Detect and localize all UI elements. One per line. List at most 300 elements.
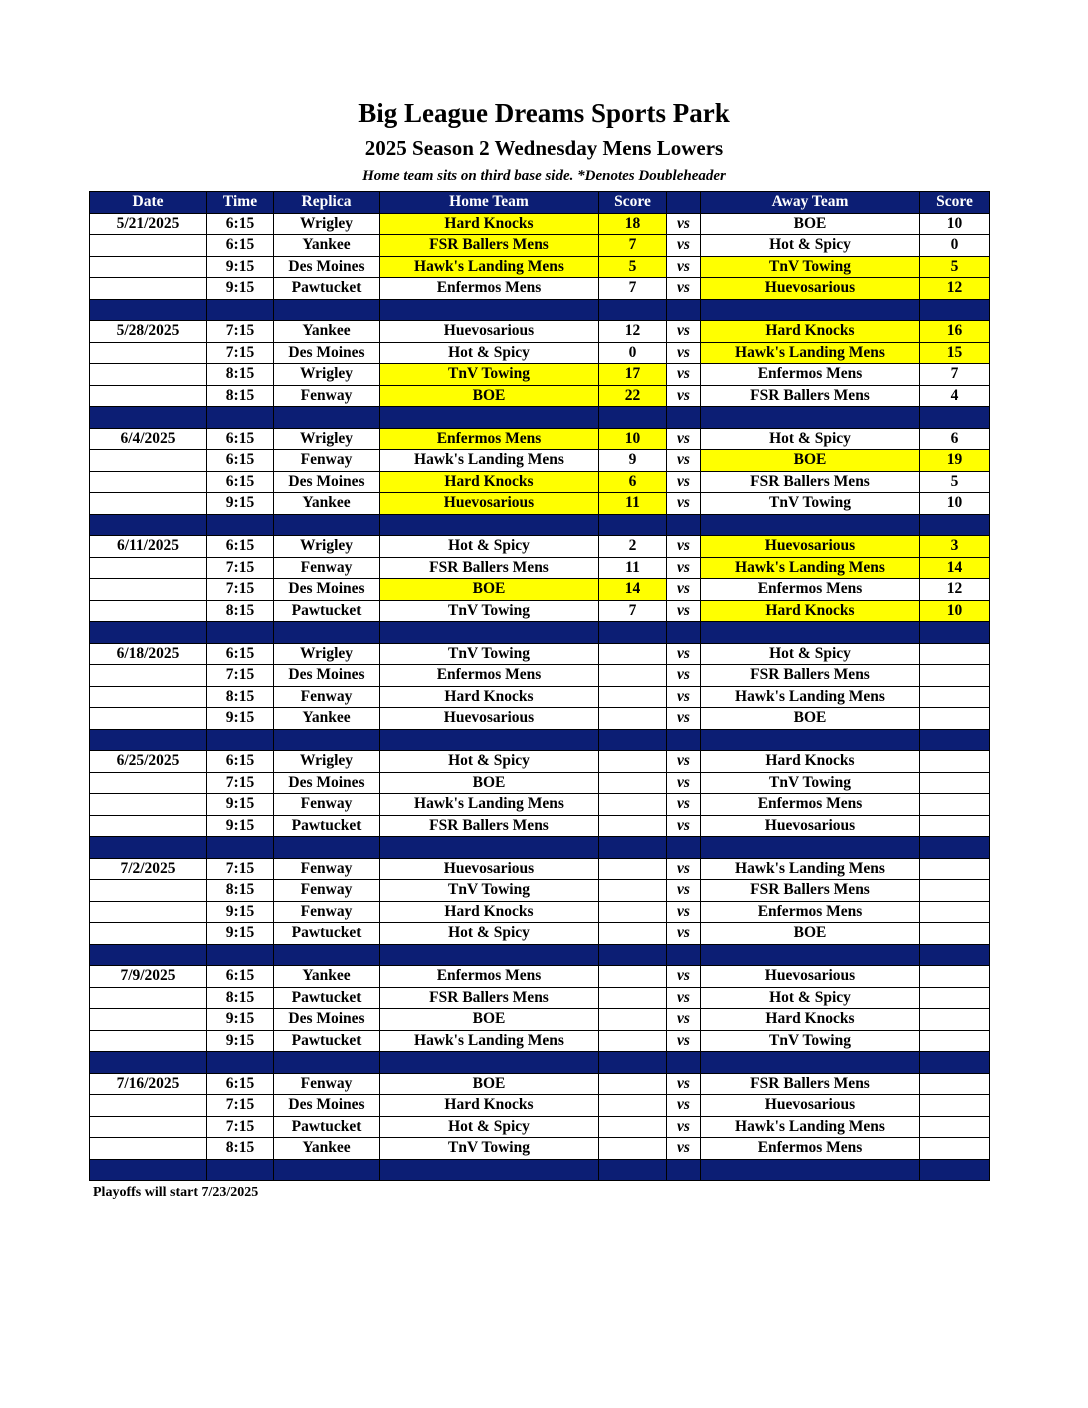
field-cell: Fenway (274, 385, 380, 407)
separator-cell (920, 837, 990, 859)
away-team-cell: Hawk's Landing Mens (701, 557, 920, 579)
time-cell: 9:15 (207, 815, 274, 837)
field-cell: Yankee (274, 235, 380, 257)
field-cell: Des Moines (274, 471, 380, 493)
header-home-score: Score (599, 192, 667, 214)
field-cell: Fenway (274, 557, 380, 579)
vs-cell: vs (667, 686, 701, 708)
table-row (90, 536, 990, 558)
time-cell: 7:15 (207, 579, 274, 601)
away-score-cell (920, 966, 990, 988)
vs-cell: vs (667, 751, 701, 773)
date-cell (90, 471, 207, 493)
table-row (90, 321, 990, 343)
time-cell: 6:15 (207, 751, 274, 773)
away-team-cell: TnV Towing (701, 772, 920, 794)
home-team-cell: FSR Ballers Mens (380, 987, 599, 1009)
vs-cell: vs (667, 579, 701, 601)
away-team-cell: Enfermos Mens (701, 794, 920, 816)
home-team-cell: Hard Knocks (380, 686, 599, 708)
separator-cell (667, 1052, 701, 1074)
table-row (90, 1009, 990, 1031)
away-score-cell: 0 (920, 235, 990, 257)
separator-cell (667, 299, 701, 321)
field-cell: Pawtucket (274, 815, 380, 837)
home-team-cell: FSR Ballers Mens (380, 815, 599, 837)
home-score-cell: 10 (599, 428, 667, 450)
away-score-cell (920, 665, 990, 687)
table-row (90, 858, 990, 880)
away-score-cell: 10 (920, 493, 990, 515)
vs-cell: vs (667, 321, 701, 343)
header-away-score: Score (920, 192, 990, 214)
home-team-cell: Hawk's Landing Mens (380, 1030, 599, 1052)
away-team-cell: Hawk's Landing Mens (701, 686, 920, 708)
separator-cell (90, 1052, 207, 1074)
home-score-cell: 11 (599, 493, 667, 515)
date-cell (90, 708, 207, 730)
away-score-cell (920, 686, 990, 708)
separator-cell (920, 514, 990, 536)
home-score-cell: 17 (599, 364, 667, 386)
field-cell: Yankee (274, 493, 380, 515)
away-team-cell: Huevosarious (701, 1095, 920, 1117)
week-separator-row (90, 1052, 990, 1074)
date-cell: 7/2/2025 (90, 858, 207, 880)
home-score-cell: 12 (599, 321, 667, 343)
home-score-cell (599, 815, 667, 837)
week-separator-row (90, 837, 990, 859)
separator-cell (920, 944, 990, 966)
time-cell: 6:15 (207, 428, 274, 450)
separator-cell (599, 514, 667, 536)
separator-cell (90, 622, 207, 644)
vs-cell: vs (667, 385, 701, 407)
field-cell: Pawtucket (274, 278, 380, 300)
separator-cell (90, 407, 207, 429)
vs-cell: vs (667, 1116, 701, 1138)
date-cell (90, 256, 207, 278)
table-row (90, 600, 990, 622)
table-row (90, 751, 990, 773)
away-team-cell: Enfermos Mens (701, 901, 920, 923)
vs-cell: vs (667, 1073, 701, 1095)
time-cell: 6:15 (207, 966, 274, 988)
away-team-cell: TnV Towing (701, 493, 920, 515)
table-row (90, 923, 990, 945)
time-cell: 7:15 (207, 321, 274, 343)
vs-cell: vs (667, 987, 701, 1009)
home-score-cell: 0 (599, 342, 667, 364)
away-team-cell: FSR Ballers Mens (701, 1073, 920, 1095)
away-team-cell: Hawk's Landing Mens (701, 1116, 920, 1138)
page-title: Big League Dreams Sports Park (358, 98, 730, 128)
vs-cell: vs (667, 278, 701, 300)
home-score-cell (599, 1116, 667, 1138)
home-score-cell: 2 (599, 536, 667, 558)
home-team-cell: BOE (380, 1009, 599, 1031)
separator-cell (599, 944, 667, 966)
table-row (90, 665, 990, 687)
separator-cell (920, 622, 990, 644)
home-team-cell: Hard Knocks (380, 1095, 599, 1117)
vs-cell: vs (667, 815, 701, 837)
home-team-cell: TnV Towing (380, 1138, 599, 1160)
home-score-cell (599, 1095, 667, 1117)
away-team-cell: TnV Towing (701, 256, 920, 278)
separator-cell (920, 1052, 990, 1074)
field-cell: Des Moines (274, 1095, 380, 1117)
home-score-cell: 18 (599, 213, 667, 235)
time-cell: 7:15 (207, 665, 274, 687)
field-cell: Fenway (274, 686, 380, 708)
separator-cell (380, 1052, 599, 1074)
time-cell: 9:15 (207, 901, 274, 923)
field-cell: Yankee (274, 708, 380, 730)
time-cell: 9:15 (207, 794, 274, 816)
home-score-cell (599, 1030, 667, 1052)
home-score-cell (599, 966, 667, 988)
vs-cell: vs (667, 536, 701, 558)
home-score-cell (599, 1073, 667, 1095)
separator-cell (207, 944, 274, 966)
date-cell: 6/11/2025 (90, 536, 207, 558)
home-score-cell (599, 1009, 667, 1031)
date-cell (90, 1116, 207, 1138)
date-cell (90, 794, 207, 816)
separator-cell (274, 622, 380, 644)
date-cell (90, 579, 207, 601)
time-cell: 7:15 (207, 1116, 274, 1138)
separator-cell (667, 622, 701, 644)
vs-cell: vs (667, 1095, 701, 1117)
table-row (90, 1073, 990, 1095)
separator-cell (667, 944, 701, 966)
home-score-cell (599, 858, 667, 880)
field-cell: Yankee (274, 966, 380, 988)
away-team-cell: Hard Knocks (701, 600, 920, 622)
separator-cell (920, 729, 990, 751)
away-score-cell (920, 1095, 990, 1117)
date-cell (90, 923, 207, 945)
separator-cell (599, 299, 667, 321)
away-team-cell: Huevosarious (701, 278, 920, 300)
away-score-cell (920, 1116, 990, 1138)
separator-cell (90, 514, 207, 536)
separator-cell (701, 944, 920, 966)
field-cell: Pawtucket (274, 1030, 380, 1052)
time-cell: 8:15 (207, 385, 274, 407)
home-team-cell: Hot & Spicy (380, 536, 599, 558)
separator-cell (274, 407, 380, 429)
away-team-cell: Hot & Spicy (701, 428, 920, 450)
away-team-cell: Hard Knocks (701, 751, 920, 773)
separator-cell (701, 729, 920, 751)
field-cell: Wrigley (274, 536, 380, 558)
table-row (90, 579, 990, 601)
home-score-cell: 11 (599, 557, 667, 579)
home-team-cell: BOE (380, 1073, 599, 1095)
separator-cell (207, 1052, 274, 1074)
away-score-cell: 5 (920, 471, 990, 493)
home-score-cell (599, 686, 667, 708)
date-cell: 7/9/2025 (90, 966, 207, 988)
away-score-cell: 15 (920, 342, 990, 364)
date-cell (90, 815, 207, 837)
away-team-cell: BOE (701, 450, 920, 472)
date-cell: 6/18/2025 (90, 643, 207, 665)
date-cell (90, 600, 207, 622)
date-cell (90, 665, 207, 687)
time-cell: 6:15 (207, 536, 274, 558)
time-cell: 6:15 (207, 213, 274, 235)
date-cell (90, 686, 207, 708)
table-row (90, 708, 990, 730)
away-team-cell: Hot & Spicy (701, 987, 920, 1009)
table-row (90, 493, 990, 515)
field-cell: Des Moines (274, 1009, 380, 1031)
away-team-cell: Hard Knocks (701, 1009, 920, 1031)
away-team-cell: Huevosarious (701, 536, 920, 558)
home-team-cell: TnV Towing (380, 880, 599, 902)
home-team-cell: Enfermos Mens (380, 428, 599, 450)
away-score-cell: 5 (920, 256, 990, 278)
field-cell: Pawtucket (274, 1116, 380, 1138)
away-team-cell: FSR Ballers Mens (701, 385, 920, 407)
separator-cell (380, 407, 599, 429)
separator-cell (380, 299, 599, 321)
separator-cell (274, 514, 380, 536)
home-team-cell: Huevosarious (380, 708, 599, 730)
vs-cell: vs (667, 493, 701, 515)
away-team-cell: Enfermos Mens (701, 579, 920, 601)
separator-cell (599, 729, 667, 751)
vs-cell: vs (667, 772, 701, 794)
separator-cell (599, 837, 667, 859)
away-team-cell: Hot & Spicy (701, 235, 920, 257)
separator-cell (90, 299, 207, 321)
separator-cell (274, 1159, 380, 1181)
field-cell: Yankee (274, 1138, 380, 1160)
away-score-cell: 7 (920, 364, 990, 386)
date-cell (90, 880, 207, 902)
table-row (90, 471, 990, 493)
vs-cell: vs (667, 1138, 701, 1160)
vs-cell: vs (667, 1030, 701, 1052)
time-cell: 6:15 (207, 450, 274, 472)
home-team-cell: TnV Towing (380, 364, 599, 386)
field-cell: Yankee (274, 321, 380, 343)
away-team-cell: BOE (701, 213, 920, 235)
home-team-cell: Huevosarious (380, 321, 599, 343)
week-separator-row (90, 407, 990, 429)
away-score-cell (920, 1138, 990, 1160)
separator-cell (599, 407, 667, 429)
separator-cell (920, 1159, 990, 1181)
table-row (90, 772, 990, 794)
time-cell: 6:15 (207, 235, 274, 257)
date-cell (90, 385, 207, 407)
date-cell (90, 1095, 207, 1117)
vs-cell: vs (667, 901, 701, 923)
table-row (90, 557, 990, 579)
table-row (90, 342, 990, 364)
separator-cell (701, 837, 920, 859)
home-team-cell: Hot & Spicy (380, 1116, 599, 1138)
separator-cell (207, 514, 274, 536)
field-cell: Fenway (274, 1073, 380, 1095)
time-cell: 6:15 (207, 471, 274, 493)
away-score-cell (920, 751, 990, 773)
home-team-cell: Hard Knocks (380, 471, 599, 493)
home-team-cell: Hawk's Landing Mens (380, 794, 599, 816)
vs-cell: vs (667, 471, 701, 493)
week-separator-row (90, 729, 990, 751)
vs-cell: vs (667, 213, 701, 235)
vs-cell: vs (667, 708, 701, 730)
home-score-cell (599, 880, 667, 902)
time-cell: 9:15 (207, 923, 274, 945)
separator-cell (920, 299, 990, 321)
time-cell: 8:15 (207, 364, 274, 386)
away-score-cell (920, 643, 990, 665)
vs-cell: vs (667, 342, 701, 364)
time-cell: 7:15 (207, 1095, 274, 1117)
separator-cell (90, 944, 207, 966)
schedule-table (89, 191, 990, 1181)
separator-cell (599, 1052, 667, 1074)
away-team-cell: BOE (701, 708, 920, 730)
vs-cell: vs (667, 966, 701, 988)
vs-cell: vs (667, 794, 701, 816)
home-team-cell: Hot & Spicy (380, 342, 599, 364)
date-cell (90, 342, 207, 364)
vs-cell: vs (667, 600, 701, 622)
vs-cell: vs (667, 643, 701, 665)
home-score-cell: 7 (599, 235, 667, 257)
date-cell (90, 1009, 207, 1031)
time-cell: 8:15 (207, 880, 274, 902)
date-cell (90, 235, 207, 257)
time-cell: 8:15 (207, 600, 274, 622)
header-vs (667, 192, 701, 214)
separator-cell (207, 299, 274, 321)
separator-cell (380, 837, 599, 859)
separator-cell (274, 1052, 380, 1074)
date-cell (90, 1138, 207, 1160)
field-cell: Fenway (274, 901, 380, 923)
away-team-cell: Hard Knocks (701, 321, 920, 343)
time-cell: 9:15 (207, 256, 274, 278)
separator-cell (274, 299, 380, 321)
date-cell: 5/21/2025 (90, 213, 207, 235)
table-row (90, 815, 990, 837)
time-cell: 8:15 (207, 686, 274, 708)
away-team-cell: BOE (701, 923, 920, 945)
home-score-cell: 14 (599, 579, 667, 601)
away-team-cell: Enfermos Mens (701, 1138, 920, 1160)
away-score-cell (920, 880, 990, 902)
home-team-cell: Enfermos Mens (380, 966, 599, 988)
separator-cell (667, 1159, 701, 1181)
away-score-cell (920, 1030, 990, 1052)
away-score-cell: 12 (920, 579, 990, 601)
home-team-cell: Enfermos Mens (380, 278, 599, 300)
table-row (90, 364, 990, 386)
home-score-cell: 6 (599, 471, 667, 493)
time-cell: 7:15 (207, 342, 274, 364)
header-time: Time (207, 192, 274, 214)
table-row (90, 880, 990, 902)
table-row (90, 278, 990, 300)
table-row (90, 450, 990, 472)
time-cell: 9:15 (207, 708, 274, 730)
date-cell (90, 987, 207, 1009)
field-cell: Fenway (274, 858, 380, 880)
away-team-cell: FSR Ballers Mens (701, 471, 920, 493)
playoffs-note: Playoffs will start 7/23/2025 (93, 1185, 259, 1200)
header-row (90, 192, 990, 214)
time-cell: 9:15 (207, 493, 274, 515)
separator-cell (701, 622, 920, 644)
separator-cell (701, 514, 920, 536)
away-score-cell (920, 708, 990, 730)
home-team-cell: FSR Ballers Mens (380, 235, 599, 257)
week-separator-row (90, 514, 990, 536)
field-cell: Wrigley (274, 213, 380, 235)
table-row (90, 385, 990, 407)
field-cell: Wrigley (274, 428, 380, 450)
home-score-cell: 5 (599, 256, 667, 278)
table-row (90, 966, 990, 988)
separator-cell (380, 729, 599, 751)
away-score-cell (920, 923, 990, 945)
home-score-cell: 22 (599, 385, 667, 407)
table-row (90, 686, 990, 708)
separator-cell (599, 622, 667, 644)
field-cell: Fenway (274, 880, 380, 902)
schedule-note: Home team sits on third base side. *Denotes Doubleheader (362, 168, 726, 184)
page-subtitle: 2025 Season 2 Wednesday Mens Lowers (364, 136, 724, 160)
away-team-cell: Hot & Spicy (701, 643, 920, 665)
separator-cell (274, 729, 380, 751)
away-team-cell: Enfermos Mens (701, 364, 920, 386)
date-cell (90, 901, 207, 923)
home-score-cell (599, 708, 667, 730)
table-row (90, 213, 990, 235)
home-score-cell: 9 (599, 450, 667, 472)
field-cell: Wrigley (274, 643, 380, 665)
time-cell: 9:15 (207, 278, 274, 300)
home-score-cell (599, 987, 667, 1009)
home-team-cell: FSR Ballers Mens (380, 557, 599, 579)
away-score-cell (920, 1009, 990, 1031)
date-cell (90, 1030, 207, 1052)
away-score-cell: 6 (920, 428, 990, 450)
home-score-cell (599, 794, 667, 816)
home-team-cell: Hot & Spicy (380, 751, 599, 773)
home-score-cell (599, 751, 667, 773)
table-row (90, 235, 990, 257)
vs-cell: vs (667, 1009, 701, 1031)
home-team-cell: Huevosarious (380, 858, 599, 880)
date-cell (90, 772, 207, 794)
home-score-cell (599, 923, 667, 945)
table-row (90, 1030, 990, 1052)
separator-cell (207, 407, 274, 429)
field-cell: Pawtucket (274, 600, 380, 622)
home-score-cell (599, 901, 667, 923)
